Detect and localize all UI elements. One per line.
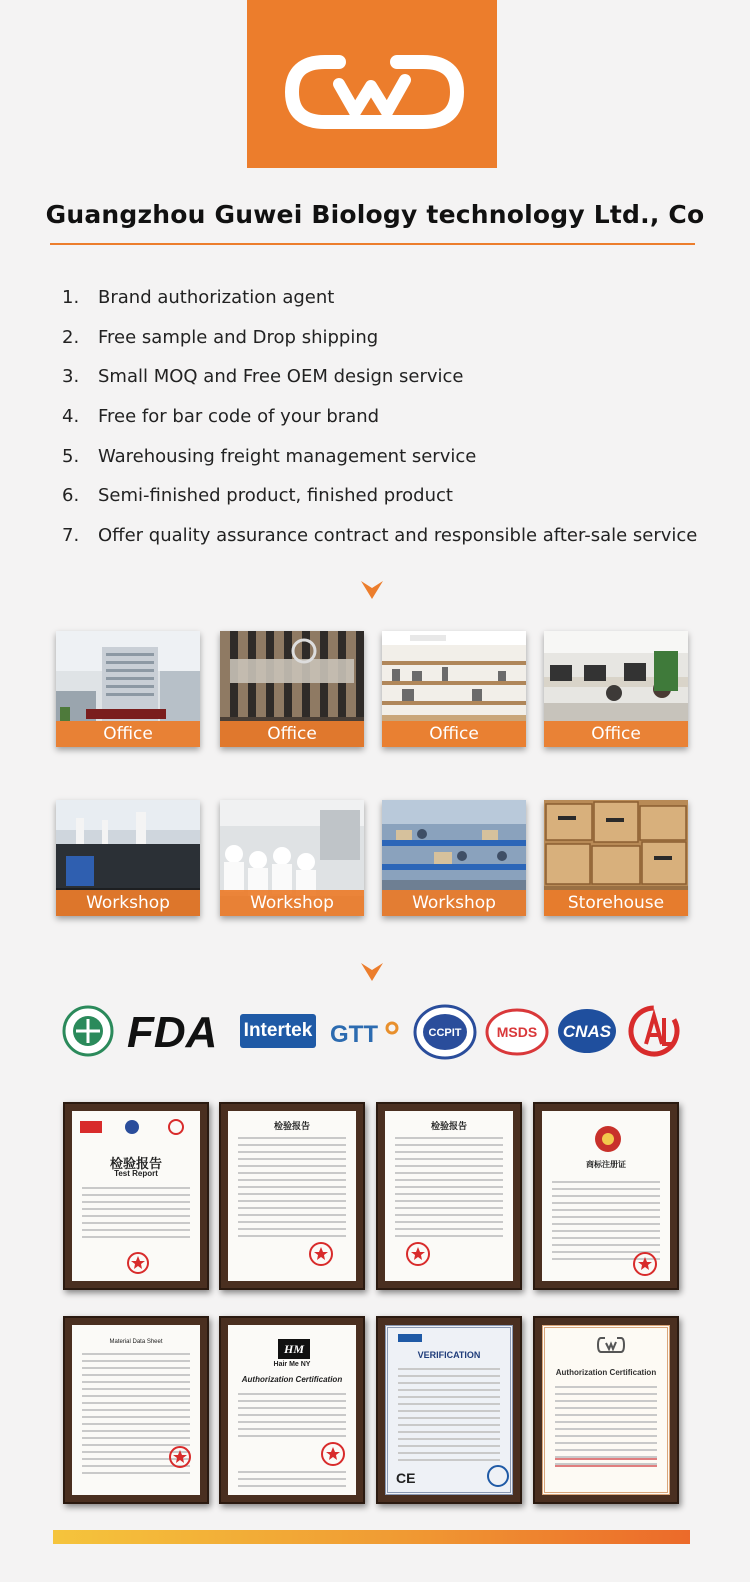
- authorization-certificate: [533, 1316, 679, 1504]
- workshop-photo: [56, 800, 200, 916]
- item-number: 1.: [62, 287, 80, 309]
- cal-logo-icon: [626, 1004, 682, 1058]
- workshop-photo: [382, 800, 526, 916]
- seal-icon: [486, 1464, 510, 1488]
- msds-logo-icon: [485, 1008, 549, 1056]
- fda-text: FDA: [127, 1008, 218, 1054]
- ce-mark-icon: [396, 1470, 418, 1486]
- cert-title: 检验报告: [109, 1156, 162, 1171]
- material-data-sheet-certificate: [63, 1316, 209, 1504]
- office-photo: [544, 631, 688, 747]
- chevron-down-icon: [359, 578, 385, 602]
- test-report-certificate: [63, 1102, 209, 1290]
- item-number: 4.: [62, 406, 80, 428]
- item-text: Small MOQ and Free OEM design service: [98, 366, 464, 388]
- gw-logo-icon: [597, 1334, 625, 1356]
- item-number: 5.: [62, 445, 80, 467]
- list-item: [62, 357, 722, 397]
- feature-list: [62, 278, 722, 555]
- list-item: [62, 278, 722, 318]
- red-stamp-icon: [308, 1241, 334, 1267]
- cert-brand-name: Hair Me NY: [273, 1361, 311, 1368]
- cert-title: Authorization Certification: [555, 1368, 657, 1377]
- storehouse-photo: [544, 800, 688, 916]
- photo-caption: Workshop: [382, 890, 526, 916]
- item-text: Offer quality assurance contract and responsible after-sale service: [98, 524, 698, 546]
- gtt-text: GTT: [330, 1021, 378, 1048]
- intertek-logo: Intertek: [240, 1014, 316, 1048]
- list-item: [62, 436, 722, 476]
- item-number: 3.: [62, 366, 80, 388]
- workshop-photo: [220, 800, 364, 916]
- cert-title: 检验报告: [273, 1121, 310, 1131]
- ccpit-text: CCPIT: [428, 1027, 462, 1039]
- photo-caption: Office: [56, 721, 200, 747]
- photo-caption: Office: [220, 721, 364, 747]
- bottom-gradient-bar: [53, 1530, 690, 1544]
- cert-title: 商标注册证: [586, 1160, 626, 1169]
- item-number: 2.: [62, 326, 80, 348]
- photo-caption: Storehouse: [544, 890, 688, 916]
- item-number: 7.: [62, 524, 80, 546]
- gtt-logo-icon: [328, 1014, 400, 1050]
- cert-title: 检验报告: [430, 1121, 467, 1131]
- list-item: [62, 516, 722, 556]
- cnas-logo-icon: [556, 1006, 618, 1056]
- red-stamp-icon: [168, 1445, 192, 1469]
- test-report-certificate: [376, 1102, 522, 1290]
- red-stamp-icon: [126, 1251, 150, 1275]
- verification-certificate: [376, 1316, 522, 1504]
- office-photo: [382, 631, 526, 747]
- cert-title: Material Data Sheet: [109, 1339, 163, 1345]
- cert-title: Authorization Certification: [241, 1375, 343, 1384]
- red-stamp-icon: [632, 1251, 658, 1277]
- list-item: [62, 397, 722, 437]
- company-name: Guangzhou Guwei Biology technology Ltd., Co: [45, 200, 705, 229]
- red-stamp-icon: [320, 1441, 346, 1467]
- intertek-badge: [398, 1334, 422, 1342]
- item-text: Free sample and Drop shipping: [98, 326, 379, 348]
- photo-caption: Office: [382, 721, 526, 747]
- cnas-text: CNAS: [562, 1022, 612, 1041]
- photo-caption: Workshop: [220, 890, 364, 916]
- test-report-certificate: [219, 1102, 365, 1290]
- office-photo: [56, 631, 200, 747]
- item-text: Warehousing freight management service: [98, 445, 477, 467]
- item-number: 6.: [62, 485, 80, 507]
- item-text: Semi-finished product, finished product: [98, 485, 453, 507]
- red-stamp-icon: [405, 1241, 431, 1267]
- fda-logo-icon: [125, 1008, 227, 1054]
- authorization-certificate: [219, 1316, 365, 1504]
- msds-text: MSDS: [496, 1024, 538, 1040]
- chevron-down-icon: [359, 960, 385, 984]
- hm-brand-logo: HM: [278, 1339, 310, 1359]
- photo-caption: Workshop: [56, 890, 200, 916]
- cert-header-logos-icon: [80, 1119, 192, 1135]
- gw-logo-icon: [247, 0, 497, 168]
- gmpc-logo-icon: [62, 1005, 114, 1057]
- brand-logo: [247, 0, 497, 168]
- cert-subtitle: Test Report: [114, 1169, 158, 1178]
- office-photo: [220, 631, 364, 747]
- title-divider: [50, 243, 695, 245]
- trademark-certificate: [533, 1102, 679, 1290]
- item-text: Brand authorization agent: [98, 287, 335, 309]
- emblem-icon: [594, 1125, 622, 1153]
- cert-title: VERIFICATION: [417, 1350, 481, 1360]
- list-item: [62, 318, 722, 358]
- item-text: Free for bar code of your brand: [98, 406, 380, 428]
- photo-caption: Office: [544, 721, 688, 747]
- svg-text:CE: CE: [396, 1470, 416, 1486]
- list-item: [62, 476, 722, 516]
- ccpit-logo-icon: [413, 1004, 477, 1060]
